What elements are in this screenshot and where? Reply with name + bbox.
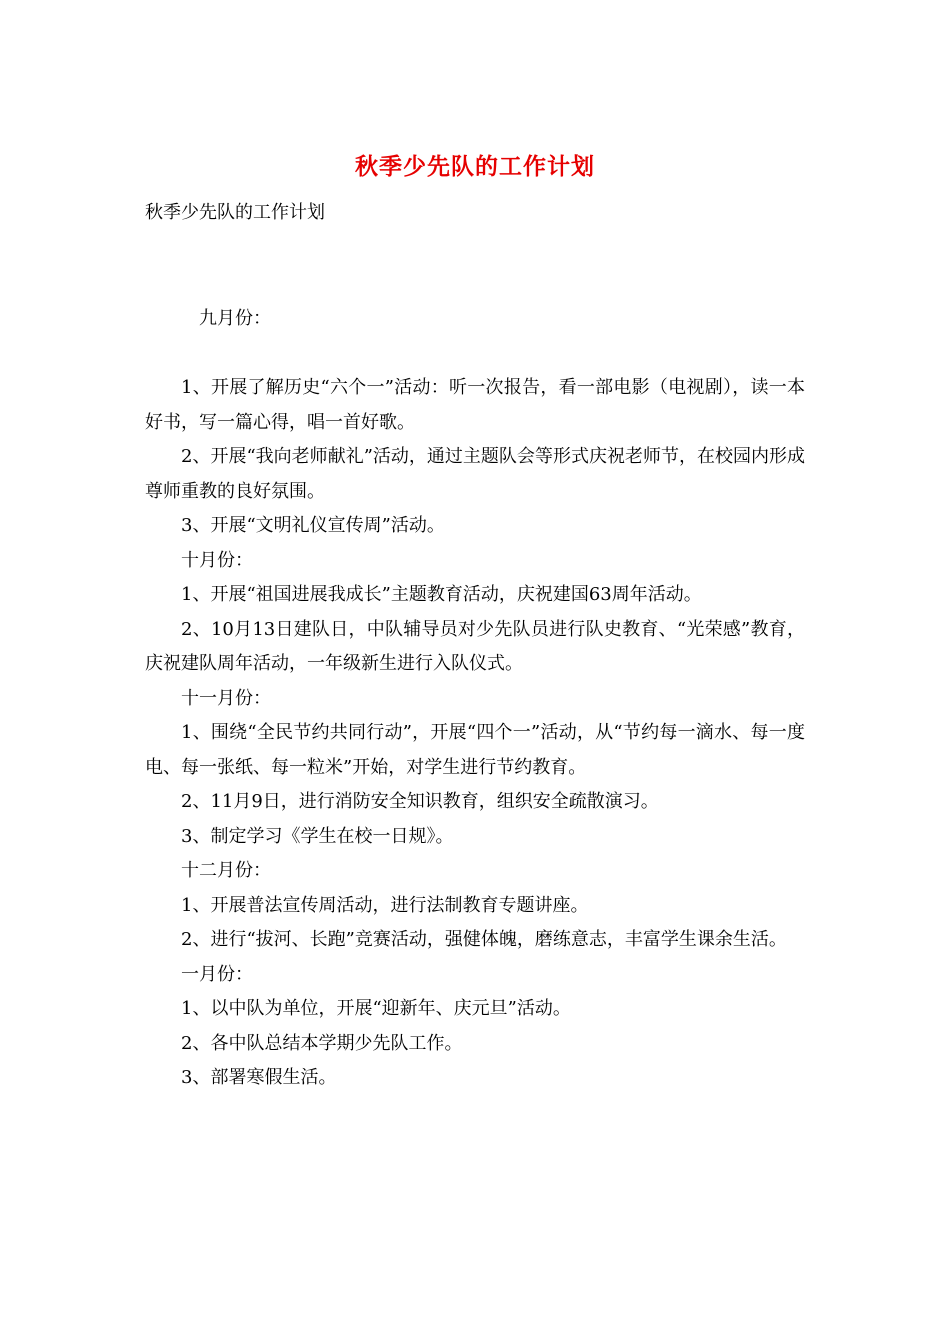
paragraph: 2、进行“拔河、长跑”竞赛活动，强健体魄，磨练意志，丰富学生课余生活。	[181, 929, 787, 950]
paragraph: 3、制定学习《学生在校一日规》。	[181, 825, 454, 847]
paragraph: 3、部署寒假生活。	[181, 1067, 337, 1088]
section-heading-september: 九月份：	[199, 308, 271, 329]
paragraph: 1、开展了解历史“六个一”活动：听一次报告，看一部电影（电视剧），读一本好书，写一篇心得，唱一首好歌。	[145, 377, 805, 433]
section-heading-january: 一月份：	[181, 963, 253, 985]
document-subtitle: 秋季少先队的工作计划	[145, 202, 325, 223]
section-heading-november: 十一月份：	[181, 687, 271, 709]
paragraph: 1、开展普法宣传周活动，进行法制教育专题讲座。	[181, 894, 589, 916]
paragraph: 2、10月13日建队日，中队辅导员对少先队员进行队史教育、“光荣感”教育，庆祝建队周年活动，一年级新生进行入队仪式。	[145, 618, 805, 674]
document-body	[145, 302, 805, 1096]
paragraph: 1、开展“祖国进展我成长”主题教育活动，庆祝建国63周年活动。	[181, 584, 702, 605]
document-title: 秋季少先队的工作计划	[355, 153, 595, 180]
paragraph: 2、开展“我向老师献礼”活动，通过主题队会等形式庆祝老师节，在校园内形成尊师重教的良好氛围。	[145, 446, 805, 502]
paragraph: 1、以中队为单位，开展“迎新年、庆元旦”活动。	[181, 998, 571, 1019]
section-heading-october: 十月份：	[181, 549, 253, 571]
paragraph: 2、各中队总结本学期少先队工作。	[181, 1032, 463, 1054]
paragraph: 2、11月9日，进行消防安全知识教育，组织安全疏散演习。	[181, 791, 659, 812]
section-heading-december: 十二月份：	[181, 860, 271, 881]
paragraph: 3、开展“文明礼仪宣传周”活动。	[181, 515, 445, 536]
paragraph: 1、围绕“全民节约共同行动”，开展“四个一”活动，从“节约每一滴水、每一度电、每一张纸、每一粒米”开始，对学生进行节约教育。	[145, 722, 805, 778]
